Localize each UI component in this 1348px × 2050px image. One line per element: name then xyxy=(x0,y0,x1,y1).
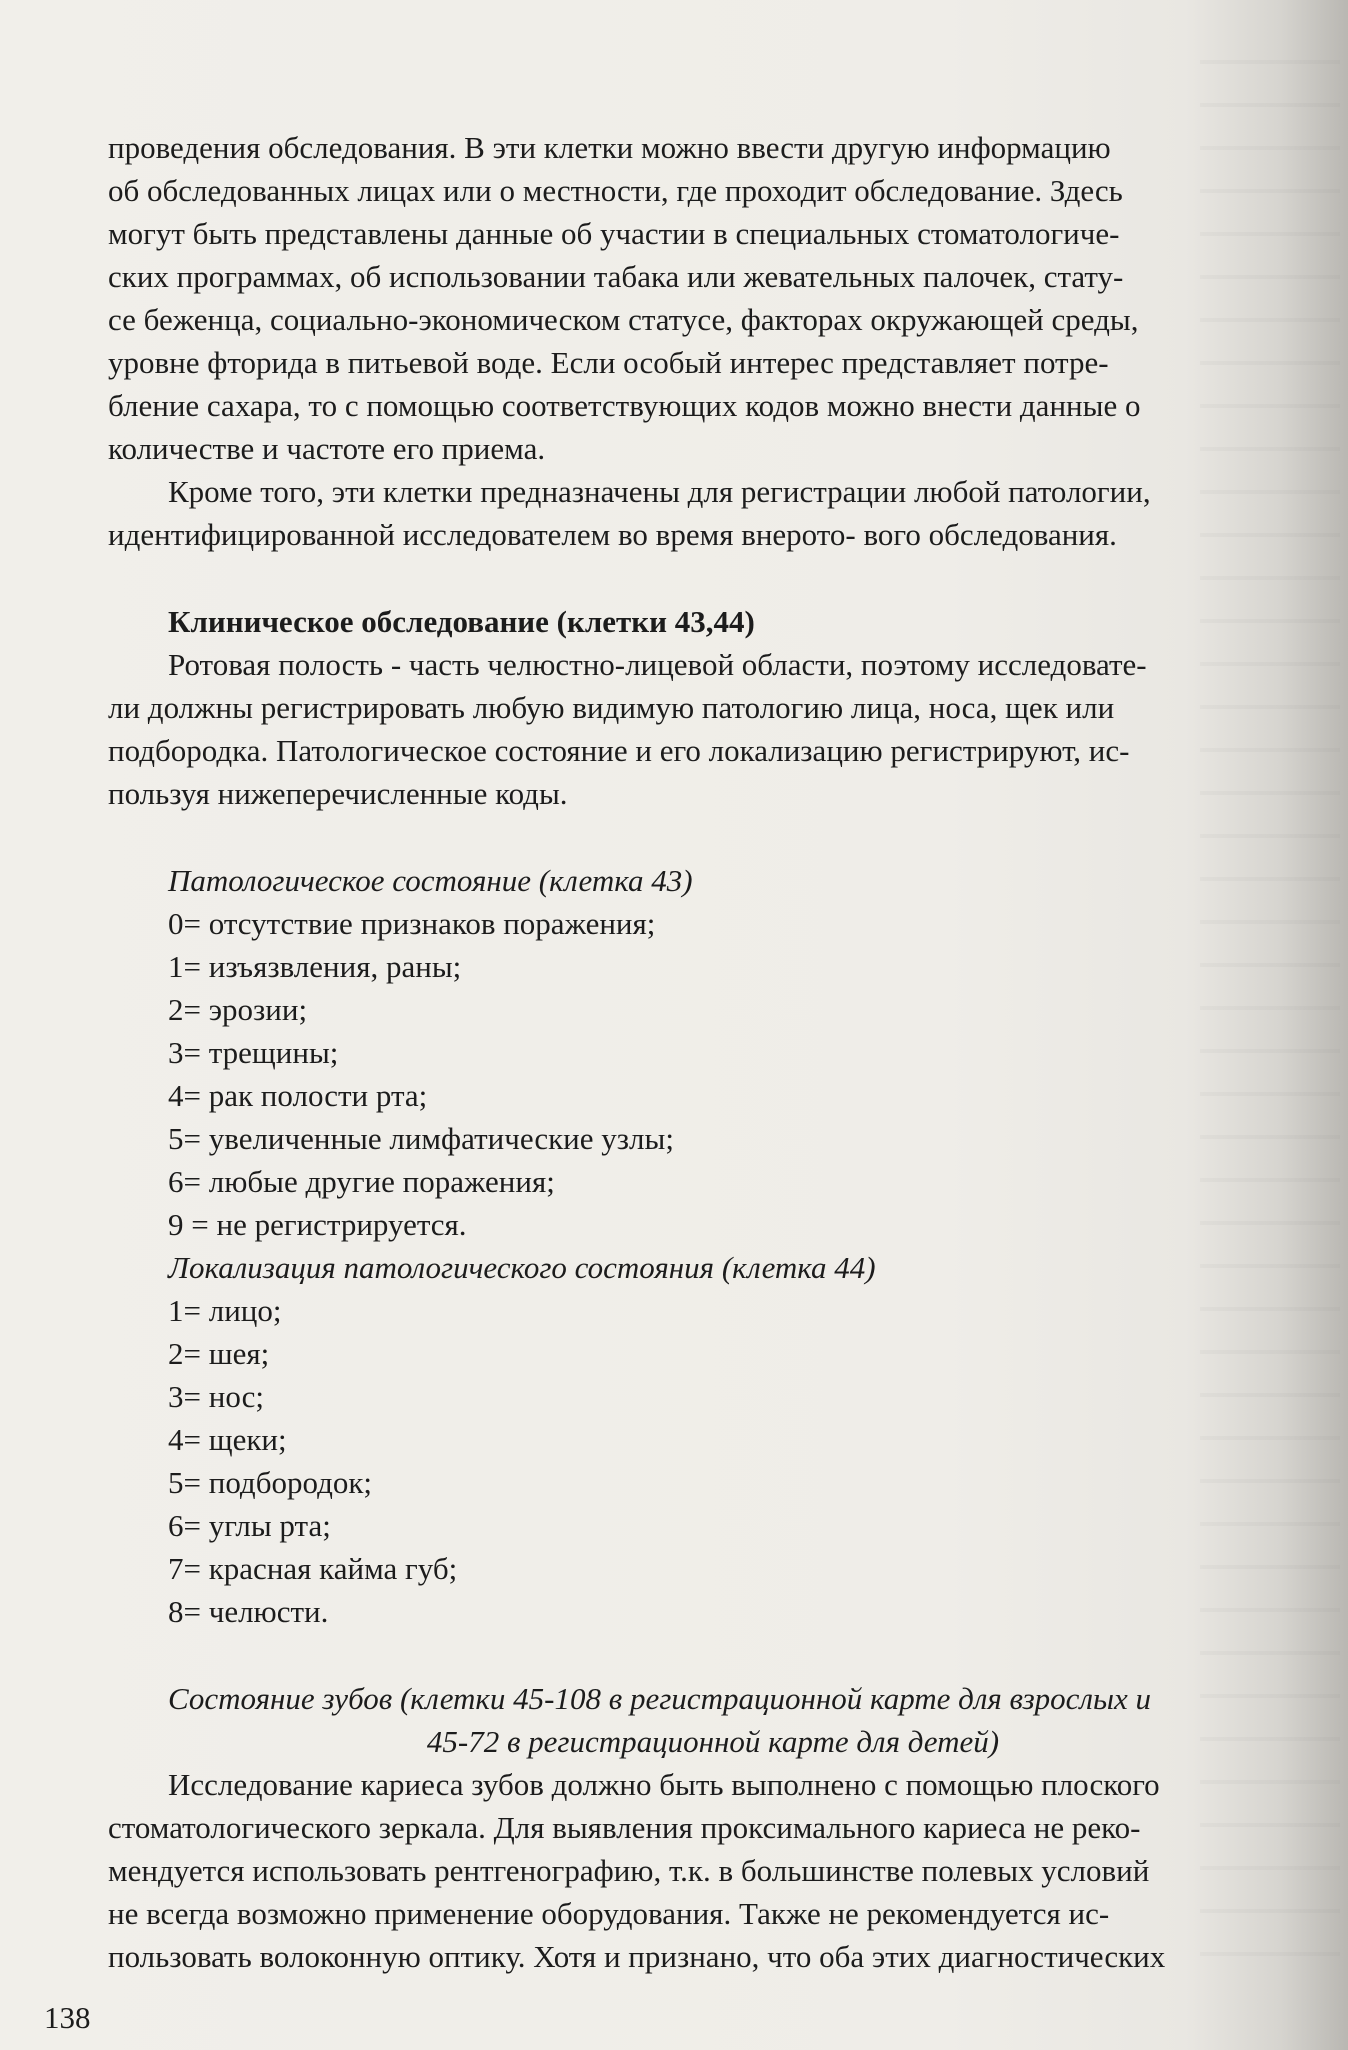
text-line: пользовать волоконную оптику. Хотя и признано, что оба этих диагностических xyxy=(108,1939,1166,1974)
list-item: 6= углы рта; xyxy=(168,1508,331,1543)
list-item: 5= увеличенные лимфатические узлы; xyxy=(168,1121,674,1156)
list-item: 2= эрозии; xyxy=(168,992,308,1027)
list-item: 3= нос; xyxy=(168,1379,264,1414)
text-line: стоматологического зеркала. Для выявления проксимального кариеса не реко- xyxy=(108,1810,1141,1845)
text-line: не всегда возможно применение оборудования. Также не рекомендуется ис- xyxy=(108,1896,1110,1931)
text-line: количестве и частоте его приема. xyxy=(108,431,546,466)
text-line: Исследование кариеса зубов должно быть выполнено с помощью плоского xyxy=(168,1767,1160,1802)
list-item: 1= лицо; xyxy=(168,1293,282,1328)
text-line: подбородка. Патологическое состояние и его локализацию регистрируют, ис- xyxy=(108,733,1130,768)
text-line: могут быть представлены данные об участии в специальных стоматологиче- xyxy=(108,216,1120,251)
clinical-heading: Клиническое обследование (клетки 43,44) xyxy=(168,604,755,639)
list-item: 4= рак полости рта; xyxy=(168,1078,428,1113)
clinical-paragraph xyxy=(108,643,1318,815)
text-line: Ротовая полость - часть челюстно-лицевой области, поэтому исследовате- xyxy=(168,647,1147,682)
text-line: бление сахара, то с помощью соответствующих кодов можно внести данные о xyxy=(108,388,1141,423)
page-content xyxy=(108,126,1318,1978)
text-line: об обследованных лицах или о местности, где проходит обследование. Здесь xyxy=(108,173,1123,208)
extra-paragraph xyxy=(108,470,1318,556)
list-item: 9 = не регистрируется. xyxy=(168,1207,467,1242)
text-line: Кроме того, эти клетки предназначены для регистрации любой патологии, xyxy=(168,474,1151,509)
teeth-heading xyxy=(108,1677,1318,1763)
pathology-heading: Патологическое состояние (клетка 43) xyxy=(168,863,693,898)
pathology-code-list xyxy=(108,902,1318,1246)
text-line: идентифицированной исследователем во время внерото- вого обследования. xyxy=(108,517,1117,552)
teeth-heading-line: Состояние зубов (клетки 45-108 в регистрационной карте для взрослых и xyxy=(168,1681,1151,1716)
text-line: мендуется использовать рентгенографию, т.к. в большинстве полевых условий xyxy=(108,1853,1150,1888)
list-item: 3= трещины; xyxy=(168,1035,339,1070)
intro-paragraph xyxy=(108,126,1318,470)
list-item: 1= изъязвления, раны; xyxy=(168,949,462,984)
list-item: 8= челюсти. xyxy=(168,1594,329,1629)
text-line: се беженца, социально-экономическом статусе, факторах окружающей среды, xyxy=(108,302,1139,337)
teeth-heading-line: 45-72 в регистрационной карте для детей) xyxy=(426,1724,1000,1759)
text-line: проведения обследования. В эти клетки можно ввести другую информацию xyxy=(108,130,1111,165)
text-line: ских программах, об использовании табака или жевательных палочек, стату- xyxy=(108,259,1124,294)
list-item: 2= шея; xyxy=(168,1336,270,1371)
text-line: пользуя нижеперечисленные коды. xyxy=(108,776,568,811)
localization-code-list xyxy=(108,1289,1318,1633)
page-number: 138 xyxy=(44,2000,91,2035)
text-line: ли должны регистрировать любую видимую патологию лица, носа, щек или xyxy=(108,690,1115,725)
text-line: уровне фторида в питьевой воде. Если особый интерес представляет потре- xyxy=(108,345,1109,380)
list-item: 6= любые другие поражения; xyxy=(168,1164,555,1199)
list-item: 4= щеки; xyxy=(168,1422,287,1457)
localization-heading: Локализация патологического состояния (клетка 44) xyxy=(168,1250,876,1285)
list-item: 5= подбородок; xyxy=(168,1465,373,1500)
list-item: 7= красная кайма губ; xyxy=(168,1551,458,1586)
teeth-paragraph xyxy=(108,1763,1318,1978)
list-item: 0= отсутствие признаков поражения; xyxy=(168,906,656,941)
